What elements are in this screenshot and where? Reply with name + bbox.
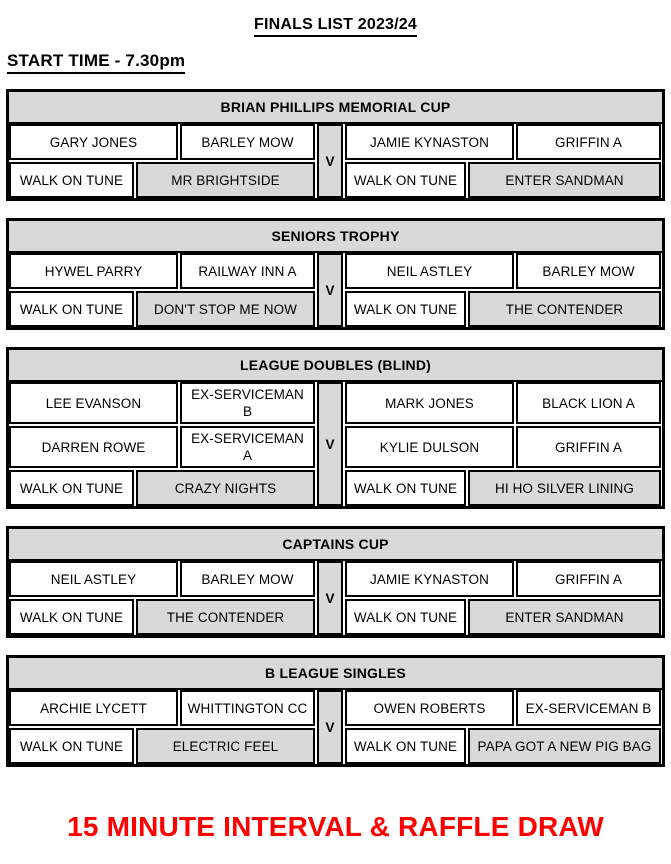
player-team: GRIFFIN A <box>516 426 661 468</box>
walk-on-tune-value: HI HO SILVER LINING <box>468 470 661 506</box>
walk-on-tune-value: ENTER SANDMAN <box>468 162 661 198</box>
player-team: BLACK LION A <box>516 382 661 424</box>
walk-on-tune-label: WALK ON TUNE <box>345 162 466 198</box>
walk-on-tune-label: WALK ON TUNE <box>9 470 134 506</box>
versus-cell: V <box>317 690 343 764</box>
cup-grid <box>9 382 662 506</box>
cup-table-brian-phillips-memorial <box>6 89 665 201</box>
cup-title: CAPTAINS CUP <box>9 529 662 561</box>
player-team: BARLEY MOW <box>180 561 315 597</box>
versus-cell: V <box>317 253 343 327</box>
walk-on-tune-label: WALK ON TUNE <box>9 599 134 635</box>
player-name: JAMIE KYNASTON <box>345 124 514 160</box>
walk-on-tune-value: MR BRIGHTSIDE <box>136 162 315 198</box>
cup-title: LEAGUE DOUBLES (BLIND) <box>9 350 662 382</box>
walk-on-tune-value: CRAZY NIGHTS <box>136 470 315 506</box>
versus-cell: V <box>317 382 343 506</box>
player-name: GARY JONES <box>9 124 178 160</box>
interval-raffle-note: 15 MINUTE INTERVAL & RAFFLE DRAW <box>67 811 604 842</box>
page-title: FINALS LIST 2023/24 <box>254 16 417 37</box>
start-time-label: START TIME - 7.30pm <box>7 51 185 74</box>
cup-table-seniors-trophy <box>6 218 665 330</box>
walk-on-tune-value: THE CONTENDER <box>136 599 315 635</box>
player-team: GRIFFIN A <box>516 561 661 597</box>
walk-on-tune-value: ELECTRIC FEEL <box>136 728 315 764</box>
cup-grid <box>9 690 662 764</box>
player-name: JAMIE KYNASTON <box>345 561 514 597</box>
player-name: KYLIE DULSON <box>345 426 514 468</box>
player-name: DARREN ROWE <box>9 426 178 468</box>
player-name: NEIL ASTLEY <box>9 561 178 597</box>
player-name: MARK JONES <box>345 382 514 424</box>
start-time-row <box>7 51 671 74</box>
walk-on-tune-label: WALK ON TUNE <box>345 728 466 764</box>
cup-grid <box>9 253 662 327</box>
walk-on-tune-value: DON'T STOP ME NOW <box>136 291 315 327</box>
cup-title: BRIAN PHILLIPS MEMORIAL CUP <box>9 92 662 124</box>
cup-title: B LEAGUE SINGLES <box>9 658 662 690</box>
cup-grid <box>9 124 662 198</box>
walk-on-tune-label: WALK ON TUNE <box>345 599 466 635</box>
cup-grid <box>9 561 662 635</box>
player-team: WHITTINGTON CC <box>180 690 315 726</box>
player-name: NEIL ASTLEY <box>345 253 514 289</box>
page-title-row <box>0 16 671 37</box>
cup-table-captains-cup <box>6 526 665 638</box>
player-team: EX-SERVICEMAN A <box>180 426 315 468</box>
walk-on-tune-label: WALK ON TUNE <box>9 162 134 198</box>
versus-cell: V <box>317 561 343 635</box>
player-team: BARLEY MOW <box>180 124 315 160</box>
player-team: RAILWAY INN A <box>180 253 315 289</box>
player-team: BARLEY MOW <box>516 253 661 289</box>
cup-table-league-doubles <box>6 347 665 509</box>
player-name: ARCHIE LYCETT <box>9 690 178 726</box>
player-team: EX-SERVICEMAN B <box>180 382 315 424</box>
walk-on-tune-label: WALK ON TUNE <box>345 470 466 506</box>
player-team: GRIFFIN A <box>516 124 661 160</box>
player-name: OWEN ROBERTS <box>345 690 514 726</box>
cup-title: SENIORS TROPHY <box>9 221 662 253</box>
versus-cell: V <box>317 124 343 198</box>
walk-on-tune-value: PAPA GOT A NEW PIG BAG <box>468 728 661 764</box>
cup-table-b-league-singles <box>6 655 665 767</box>
player-team: EX-SERVICEMAN B <box>516 690 661 726</box>
walk-on-tune-value: ENTER SANDMAN <box>468 599 661 635</box>
walk-on-tune-value: THE CONTENDER <box>468 291 661 327</box>
walk-on-tune-label: WALK ON TUNE <box>345 291 466 327</box>
walk-on-tune-label: WALK ON TUNE <box>9 291 134 327</box>
walk-on-tune-label: WALK ON TUNE <box>9 728 134 764</box>
player-name: HYWEL PARRY <box>9 253 178 289</box>
player-name: LEE EVANSON <box>9 382 178 424</box>
